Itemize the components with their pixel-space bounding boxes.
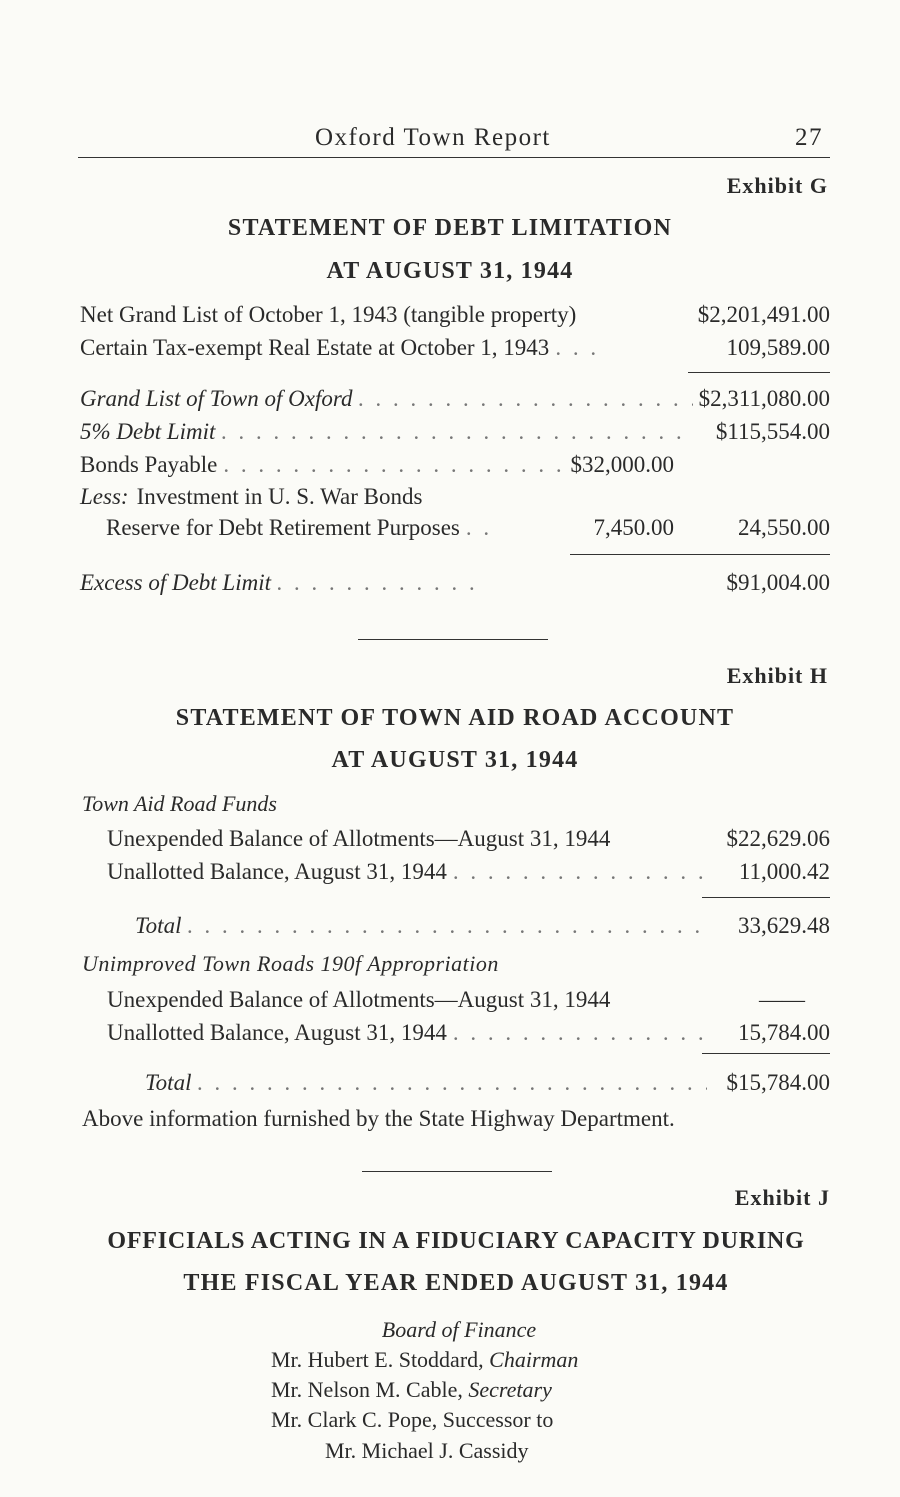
official-role: Chairman — [489, 1347, 579, 1372]
grand-list-row — [80, 386, 830, 412]
leader-dots — [358, 386, 692, 412]
unimproved-unallotted-row — [107, 1020, 830, 1046]
funds-unexpended-label: Unexpended Balance of Allotments—August 31, 1944 — [107, 826, 611, 851]
grand-list-label: Grand List of Town of Oxford — [80, 386, 353, 411]
unimproved-unexpended-amount: —— — [759, 987, 805, 1012]
exhibit-g-subtitle: AT AUGUST 31, 1944 — [326, 258, 574, 284]
leader-dots — [187, 913, 708, 939]
exhibit-h-label: Exhibit H — [726, 663, 828, 688]
official-name: Mr. Clark C. Pope, Successor to — [271, 1407, 554, 1432]
town-aid-funds-heading: Town Aid Road Funds — [82, 791, 277, 816]
unimproved-unallotted-label: Unallotted Balance, August 31, 1944 — [107, 1020, 447, 1045]
exhibit-j-subtitle: THE FISCAL YEAR ENDED AUGUST 31, 1944 — [183, 1270, 729, 1296]
unimproved-unexpended-label: Unexpended Balance of Allotments—August 31, 1944 — [107, 987, 611, 1012]
debt-limit-label: 5% Debt Limit — [80, 419, 216, 444]
funds-total-rule — [702, 897, 830, 898]
official-name: Mr. Michael J. Cassidy — [325, 1438, 529, 1463]
official-name: Mr. Hubert E. Stoddard, — [271, 1347, 484, 1372]
official-member-3 — [271, 1407, 553, 1433]
funds-total-row — [135, 913, 830, 939]
leader-dots — [466, 515, 488, 541]
funds-unexpended-amount: $22,629.06 — [726, 826, 830, 851]
funds-total-label: Total — [135, 913, 182, 938]
reserve-amount-right: 24,550.00 — [738, 515, 830, 540]
leader-dots — [453, 859, 709, 885]
net-grand-list-label: Net Grand List of October 1, 1943 (tangible property) — [80, 302, 577, 327]
section-divider — [362, 1171, 552, 1172]
leader-dots — [453, 1020, 708, 1046]
excess-amount: $91,004.00 — [726, 570, 830, 595]
bonds-payable-row — [80, 452, 674, 478]
unimproved-unexpended-row — [107, 987, 830, 1013]
grand-list-amount: $2,311,080.00 — [698, 386, 830, 411]
official-role: Secretary — [468, 1377, 552, 1402]
section-divider — [358, 639, 548, 640]
exhibit-h-title: STATEMENT OF TOWN AID ROAD ACCOUNT — [175, 705, 735, 731]
header-rule — [78, 157, 830, 158]
reserve-amount-mid: 7,450.00 — [593, 515, 674, 540]
official-member-4 — [325, 1438, 529, 1464]
exhibit-g-title: STATEMENT OF DEBT LIMITATION — [227, 215, 673, 241]
bonds-payable-label: Bonds Payable — [80, 452, 218, 477]
leader-dots — [223, 452, 564, 478]
reserve-label: Reserve for Debt Retirement Purposes — [106, 515, 460, 540]
less-prefix: Less: — [80, 484, 129, 509]
funds-unexpended-row — [107, 826, 830, 852]
tax-exempt-amount: 109,589.00 — [726, 335, 830, 360]
official-member-2 — [271, 1377, 552, 1403]
footnote: Above information furnished by the State Highway Department. — [82, 1106, 675, 1131]
bonds-payable-amount: $32,000.00 — [570, 452, 674, 477]
funds-unallotted-row — [107, 859, 830, 885]
debt-limit-amount: $115,554.00 — [715, 419, 830, 444]
unimproved-total-label: Total — [145, 1070, 192, 1095]
exhibit-j-label: Exhibit J — [734, 1185, 830, 1210]
debt-limit-row — [80, 419, 830, 445]
excess-label: Excess of Debt Limit — [80, 570, 271, 595]
less-label: Investment in U. S. War Bonds — [136, 484, 423, 509]
excess-row — [80, 570, 830, 596]
funds-unallotted-amount: 11,000.42 — [738, 859, 830, 884]
unimproved-total-amount: $15,784.00 — [726, 1070, 830, 1095]
reserve-row — [106, 515, 674, 541]
official-member-1 — [271, 1347, 578, 1373]
total-rule — [570, 554, 830, 555]
board-heading: Board of Finance — [381, 1317, 537, 1342]
running-header-title: Oxford Town Report — [315, 124, 551, 151]
funds-unallotted-label: Unallotted Balance, August 31, 1944 — [107, 859, 447, 884]
exhibit-g-label: Exhibit G — [726, 173, 828, 198]
exhibit-h-subtitle: AT AUGUST 31, 1944 — [331, 747, 579, 773]
exhibit-j-title: OFFICIALS ACTING IN A FIDUCIARY CAPACITY DURING — [107, 1228, 805, 1254]
official-name: Mr. Nelson M. Cable, — [271, 1377, 463, 1402]
unimproved-total-row — [145, 1070, 830, 1096]
leader-dots — [555, 335, 595, 361]
tax-exempt-row — [80, 335, 830, 361]
funds-total-amount: 33,629.48 — [738, 913, 830, 938]
unimproved-heading: Unimproved Town Roads 190f Appropriation — [82, 951, 499, 976]
net-grand-list-row — [80, 302, 830, 328]
leader-dots — [221, 419, 685, 445]
tax-exempt-label: Certain Tax-exempt Real Estate at October 1, 1943 — [80, 335, 550, 360]
page-number: 27 — [795, 124, 823, 151]
leader-dots — [197, 1070, 706, 1096]
leader-dots — [277, 570, 487, 596]
subtotal-rule — [688, 372, 830, 373]
unimproved-total-rule — [702, 1053, 830, 1054]
net-grand-list-amount: $2,201,491.00 — [697, 302, 830, 327]
unimproved-unallotted-amount: 15,784.00 — [738, 1020, 830, 1045]
less-row — [80, 484, 422, 510]
